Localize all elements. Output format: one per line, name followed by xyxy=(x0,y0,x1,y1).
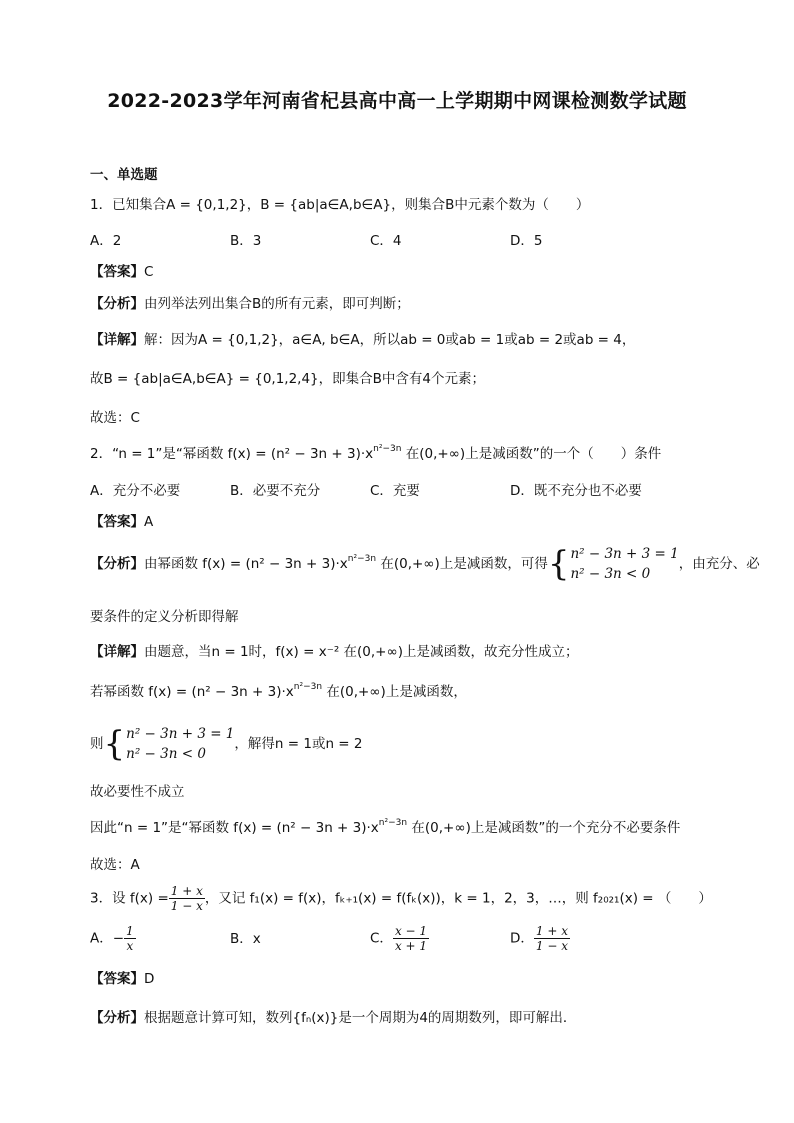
analysis-pre: 由幂函数 f(x) = (n² − 3n + 3)·x xyxy=(144,556,348,572)
fraction-numerator: 1 + x xyxy=(170,884,203,898)
page-title: 2022-2023学年河南省杞县高中高一上学期期中网课检测数学试题 xyxy=(107,90,687,112)
left-brace-icon: { xyxy=(547,544,570,584)
q3-option-d xyxy=(510,924,650,953)
q1-detail-1 xyxy=(90,328,635,348)
system-eq-2: n² − 3n < 0 xyxy=(570,566,651,582)
q2-detail-1 xyxy=(90,640,579,660)
q2-detail-4: 故必要性不成立 xyxy=(90,784,185,800)
q2-stem-post: 在(0,+∞)上是减函数”的一个（ ）条件 xyxy=(401,446,662,462)
q1-option-c: C．4 xyxy=(370,233,402,249)
detail-tag: 【详解】 xyxy=(90,332,144,348)
q2-answer xyxy=(90,510,153,530)
q2-option-b: B．必要不充分 xyxy=(230,483,321,499)
q3-option-b: B．x xyxy=(230,930,261,947)
fraction-denominator: x + 1 xyxy=(394,939,428,953)
detail-3-pre: 则 xyxy=(90,736,104,752)
q3-stem xyxy=(90,884,712,913)
q2-option-c: C．充要 xyxy=(370,483,420,499)
fraction-denominator: 1 − x xyxy=(170,899,203,913)
q1-answer xyxy=(90,260,153,280)
analysis-tag: 【分析】 xyxy=(90,556,144,572)
detail-3-post: ，解得n = 1或n = 2 xyxy=(234,736,363,752)
analysis-mid: 在(0,+∞)上是减函数，可得 xyxy=(376,556,548,572)
section-heading: 一、单选题 xyxy=(90,167,158,183)
detail-2-post: 在(0,+∞)上是减函数， xyxy=(322,684,467,700)
answer-tag: 【答案】 xyxy=(90,514,144,530)
fraction-numerator: 1 xyxy=(126,924,134,938)
q2-detail-3 xyxy=(90,724,363,764)
q2-stem-pre: 2．“n = 1”是“幂函数 f(x) = (n² − 3n + 3)·x xyxy=(90,446,374,462)
q2-option-d: D．既不充分也不必要 xyxy=(510,483,642,499)
q3-analysis xyxy=(90,1006,576,1026)
q2-options xyxy=(90,479,650,499)
detail-2-exponent: n²−3n xyxy=(293,682,323,692)
analysis-tag: 【分析】 xyxy=(90,1010,144,1026)
detail-5-post: 在(0,+∞)上是减函数”的一个充分不必要条件 xyxy=(407,820,681,836)
detail-2-pre: 若幂函数 f(x) = (n² − 3n + 3)·x xyxy=(90,684,294,700)
fraction-denominator: 1 − x xyxy=(535,939,568,953)
detail-system xyxy=(126,724,234,764)
q2-analysis xyxy=(90,544,760,584)
answer-value: C xyxy=(144,264,154,280)
detail-text: 由题意，当n = 1时，f(x) = x⁻² 在(0,+∞)上是减函数，故充分性成立； xyxy=(144,644,579,660)
system-eq-2: n² − 3n < 0 xyxy=(126,746,206,762)
q3-option-c xyxy=(370,924,510,953)
analysis-text: 根据题意计算可知，数列{fₙ(x)}是一个周期为4的周期数列，即可解出． xyxy=(144,1010,577,1026)
option-label: C． xyxy=(370,930,393,947)
option-label: D． xyxy=(510,930,534,947)
detail-5-exponent: n²−3n xyxy=(378,818,408,828)
q2-choose: 故选：A xyxy=(90,857,140,873)
q2-option-a: A．充分不必要 xyxy=(90,483,181,499)
answer-tag: 【答案】 xyxy=(90,971,144,987)
system-eq-1: n² − 3n + 3 = 1 xyxy=(570,546,679,562)
analysis-system xyxy=(570,544,678,584)
option-fraction xyxy=(124,924,136,953)
q2-analysis-cont: 要条件的定义分析即得解 xyxy=(90,609,239,625)
q1-detail-2: 故B = {ab|a∈A,b∈A} = {0,1,2,4}，即集合B中含有4个元素； xyxy=(90,371,485,387)
fraction-numerator: x − 1 xyxy=(394,924,428,938)
analysis-post: ，由充分、必 xyxy=(678,556,760,572)
fraction-denominator: x xyxy=(126,939,134,953)
option-fraction xyxy=(534,924,570,953)
q3-stem-post: ，又记 f₁(x) = f(x)，fₖ₊₁(x) = f(fₖ(x))，k = 1，2，3，…，则 f₂₀₂₁(x) = （ ） xyxy=(204,890,712,907)
q3-answer xyxy=(90,967,154,987)
q1-option-d: D．5 xyxy=(510,233,543,249)
q2-detail-2 xyxy=(90,680,467,700)
q3-fraction xyxy=(169,884,205,913)
analysis-exponent: n²−3n xyxy=(347,554,377,564)
system-eq-1: n² − 3n + 3 = 1 xyxy=(126,726,235,742)
q3-stem-pre: 3．设 f(x) = xyxy=(90,890,169,907)
q2-detail-5 xyxy=(90,816,680,836)
left-brace-icon: { xyxy=(103,724,126,764)
q1-analysis xyxy=(90,292,410,312)
q1-choose: 故选：C xyxy=(90,410,140,426)
detail-tag: 【详解】 xyxy=(90,644,144,660)
q3-option-a xyxy=(90,924,230,953)
q1-stem: 1．已知集合A = {0,1,2}，B = {ab|a∈A,b∈A}，则集合B中元素个数为（ ） xyxy=(90,197,590,213)
analysis-text: 由列举法列出集合B的所有元素，即可判断； xyxy=(144,296,410,312)
answer-value: A xyxy=(144,514,154,530)
answer-tag: 【答案】 xyxy=(90,264,144,280)
analysis-tag: 【分析】 xyxy=(90,296,144,312)
q2-exponent: n²−3n xyxy=(373,444,402,454)
detail-5-pre: 因此“n = 1”是“幂函数 f(x) = (n² − 3n + 3)·x xyxy=(90,820,379,836)
q3-options xyxy=(90,924,650,953)
q1-option-b: B．3 xyxy=(230,233,262,249)
q2-stem xyxy=(90,442,661,462)
detail-text: 解：因为A = {0,1,2}，a∈A, b∈A，所以ab = 0或ab = 1或ab = 2或ab = 4， xyxy=(144,332,636,348)
fraction-numerator: 1 + x xyxy=(535,924,568,938)
answer-value: D xyxy=(144,971,155,987)
option-fraction xyxy=(393,924,429,953)
q1-option-a: A．2 xyxy=(90,233,122,249)
q1-options xyxy=(90,229,650,249)
option-label: A．− xyxy=(90,930,125,947)
